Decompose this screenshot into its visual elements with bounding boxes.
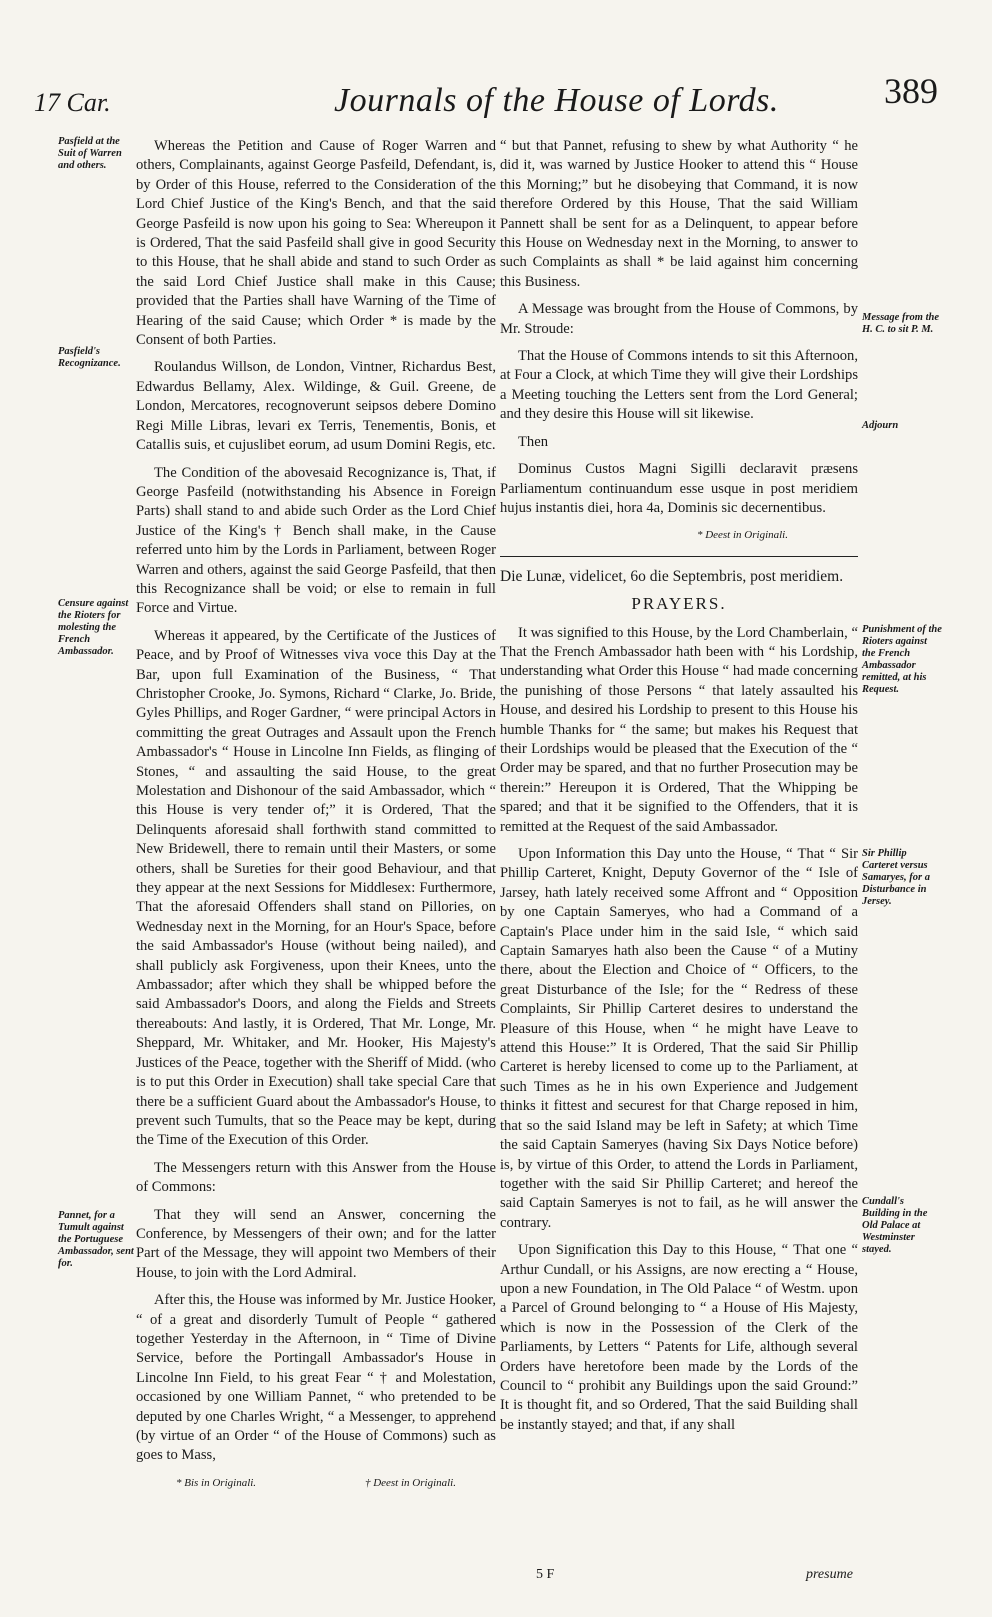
paragraph-pasfield-order: Whereas the Petition and Cause of Roger Warren and others, Complainants, against George Pasfeild, Defendant, is, by Order of this House, referred to the Consideration of the Lord Chief Justice of the King's Bench, and that the said George Pasfeild is now upon his going to Sea: Whereupon it is Ordered, That the said Pasfeild shall give in good Security to this House, that he shall abide and stand to such Order as the said Lord Chief Justice shall make in this Cause; provided that the Parties shall have Warning of the Time of Hearing of the said Cause; which Order * is made by the Consent of both Parties.	[136, 138, 496, 349]
margin-note-punishment: Punishment of the Rioters against the French Ambassador remitted, at his Request.	[862, 624, 942, 695]
footnote-deest: † Deest in Originali.	[364, 1476, 456, 1489]
margin-note-cundall: Cundall's Building in the Old Palace at Westminster stayed.	[862, 1196, 928, 1255]
prayers-heading: PRAYERS.	[631, 594, 727, 614]
margin-note-carteret: Sir Phillip Carteret versus Samaryes, for a Disturbance in Jersey.	[862, 848, 930, 907]
paragraph-pannet-tumult: After this, the House was informed by Mr. Justice Hooker, “ of a great and disorderly Tumult of People “ gathered together Yesterday in the Afternoon, in “ Time of Divine Service, before the Portingall Ambassador's House in Lincolne Inn Field, to his great Fear “ † and Molestation, occasioned by one William Pannet, “ who pretended to be deputed by one Charles Wright, “ a Messenger, to apprehend (by virtue of an Order “ of the House of Commons) such as goes to Mass,	[136, 1292, 496, 1464]
day-heading: Die Lunæ, videlicet, 6o die Septembris, post meridiem.	[500, 567, 844, 585]
page-header	[0, 60, 992, 120]
paragraph-carteret: Upon Information this Day unto the House, “ That “ Sir Phillip Carteret, Knight, Deputy Governor of the “ Isle of Jarsey, hath lately received some Affront and “ Opposition by one Captain Sameryes, who had a Command of a Captain's Place under him in the said Isle, “ which said Captain Samaryes hath also been the Cause “ of a Mutiny there, about the Election and Choice of “ Officers, to the great Disturbance of the Isle; for the “ Redress of these Complaints, Sir Phillip Carteret desires to understand the Pleasure of this House, when “ he might have Leave to attend this House:” It is Ordered, That the said Sir Phillip Carteret is hereby licensed to come up to the Parliament, at such Times as he in his own Experience and Judgement thinks it fittest and securest for that Charge reposed in him, that so the said Island may be left in Safety; at which Time the said Captain Sameryes (having Six Days Notice before) is, by virtue of this Order, to attend the Lords in Parliament, together with the said Sir Phillip Carteret; and hereof the said Captain Sameryes is not to fail, as he will answer the contrary.	[500, 846, 858, 1231]
margin-note-message: Message from the H. C. to sit P. M.	[862, 312, 939, 335]
paragraph-commons-sit: That the House of Commons intends to sit this Afternoon, at Four a Clock, at which Time they will give their Lordships a Meeting touching the Letters sent from the Lord General; and they desire this House will sit likewise.	[500, 348, 858, 423]
margin-note-adjourn: Adjourn	[862, 420, 899, 431]
paragraph-then: Then	[518, 433, 548, 450]
paragraph-condition: The Condition of the abovesaid Recognizance is, That, if George Pasfeild (notwithstanding his Absence in Foreign Parts) shall stand to and abide such Order as the Lord Chief Justice of the King's † Bench shall make, in the Cause referred unto him by the Lords in Parliament, between Roger Warren and others, against the said George Pasfeild, that then this Recognizance shall be void; or else to remain in full Force and Virtue.	[136, 464, 496, 617]
paragraph-commons-answer: That they will send an Answer, concerning the Conference, by Messengers of their own; and for the latter Part of the Message, they will appoint two Members of their House, to join with the Lord Admiral.	[136, 1206, 496, 1281]
paragraph-adjournment: Dominus Custos Magni Sigilli declaravit præsens Parliamentum continuandum esse usque in post meridiem hujus instantis diei, hora 4a, Dominis sic decernentibus.	[500, 461, 858, 516]
paragraph-pannet-order: “ but that Pannet, refusing to shew by what Authority “ he did it, was warned by Justice Hooker to attend this “ House this Morning;” but he disobeying that Command, it is now therefore Ordered by this House, That the said William Pannett shall be sent for as a Delinquent, to appear before this House on Wednesday next in the Morning, to answer to such Complaints as shall * be laid against him concerning this Business.	[500, 138, 858, 290]
left-column	[136, 137, 496, 1493]
footnote-bis: * Bis in Originali.	[176, 1476, 257, 1489]
regnal-year: 17 Car.	[34, 88, 111, 117]
paragraph-censure: Whereas it appeared, by the Certificate of the Justices of Peace, and by Proof of Witnesses viva voce this Day at the Bar, upon full Examination of the Business, “ That Christopher Crooke, Jo. Symons, Richard “ Clarke, Jo. Bride, Gyles Phillips, and Roger Gardner, “ were principal Actors in committing the great Outrages and Assault upon the French Ambassador's “ House in Lincolne Inn Fields, as flinging of Stones, “ and assaulting the said House, to the great Molestation and Dishonour of the said Ambassador, which “ this House is very tender of;” it is Ordered, That the Delinquents aforesaid shall forthwith stand committed to New Bridewell, there to remain until their Masters, or some others, shall be Sureties for their good Behaviour, and that they appear at the next Sessions for Middlesex: Furthermore, That the aforesaid Offenders shall stand on Pillories, on Wednesday next in the Morning, for an Hour's Space, before the said Ambassador's House (without being nailed), and shall publicly ask Forgiveness, upon their Knees, unto the Ambassador; after which they shall be whipped before the said Ambassador's Doors, and along the Fields and Streets thereabouts: And lastly, it is Ordered, That Mr. Longe, Mr. Sheppard, Mr. Whitaker, and Mr. Hooker, His Majesty's Justices of the Peace, together with the Sheriff of Midd. (who is to put this Order in Execution) shall take special Care that there be a sufficient Guard about the Ambassador's House, to prevent such Tumults, that so the Peace may be kept, during the Time of the Execution of this Order.	[136, 627, 496, 1149]
footnote-right: * Deest in Originali.	[696, 529, 788, 542]
margin-note-recognizance: Pasfield's Recognizance.	[58, 346, 121, 369]
catchword: presume	[806, 1567, 853, 1582]
page-title: Journals of the House of Lords.	[334, 82, 779, 119]
paragraph-messengers-return: The Messengers return with this Answer from the House of Commons:	[136, 1159, 496, 1196]
margin-note-censure: Censure against the Rioters for molesting the French Ambassador.	[58, 598, 129, 657]
right-column	[500, 137, 858, 1443]
paragraph-cundall: Upon Signification this Day to this House, “ That one “ Arthur Cundall, or his Assigns, are now erecting a “ House, upon a new Foundation, in The Old Palace “ of Westm. upon a Parcel of Ground belonging to “ a House of His Majesty, which is now in the Possession of the Clerk of the Parliaments, by Letters “ Patents for Life, although several Orders have heretofore been made by the Lords of the Council to “ prohibit any Buildings upon the said Ground:” It is thought fit, and so Ordered, That the said Building shall be instantly stayed; and that, if any shall	[500, 1242, 858, 1433]
margin-note-pasfield: Pasfield at the Suit of Warren and others.	[58, 136, 122, 171]
paragraph-french-ambassador: It was signified to this House, by the Lord Chamberlain, “ That the French Ambassador hath been with “ his Lordship, understanding what Order this House “ had made concerning the punishing of those Persons “ that lately assaulted his House, and desired his Lordship to present to this House his humble Thanks for “ the same; but makes his Request that their Lordships would be pleased that the Execution of the “ Order may be spared, and that no further Prosecution may be therein:” Hereupon it is Ordered, That the Whipping be spared; and that it be signified to the Offenders, that it is remitted at the Request of the said Ambassador.	[500, 624, 858, 835]
left-footnotes	[176, 1474, 456, 1493]
section-divider	[500, 556, 858, 557]
signature-mark: 5 F	[536, 1567, 555, 1582]
page-number: 389	[884, 71, 938, 111]
paragraph-recognizance: Roulandus Willson, de London, Vintner, Richardus Best, Edwardus Bellamy, Alex. Wildinge, & Guil. Greene, de London, Mercatores, recognoverunt seipsos debere Domino Regi Mille Libras, levari ex Terris, Tenementis, Bonis, et Catallis suis, et cujuslibet eorum, ad usum Domini Regis, etc.	[136, 359, 496, 454]
margin-note-pannet: Pannet, for a Tumult against the Portuguese Ambassador, sent for.	[58, 1210, 134, 1269]
paragraph-message-commons: A Message was brought from the House of Commons, by Mr. Stroude:	[500, 301, 858, 337]
